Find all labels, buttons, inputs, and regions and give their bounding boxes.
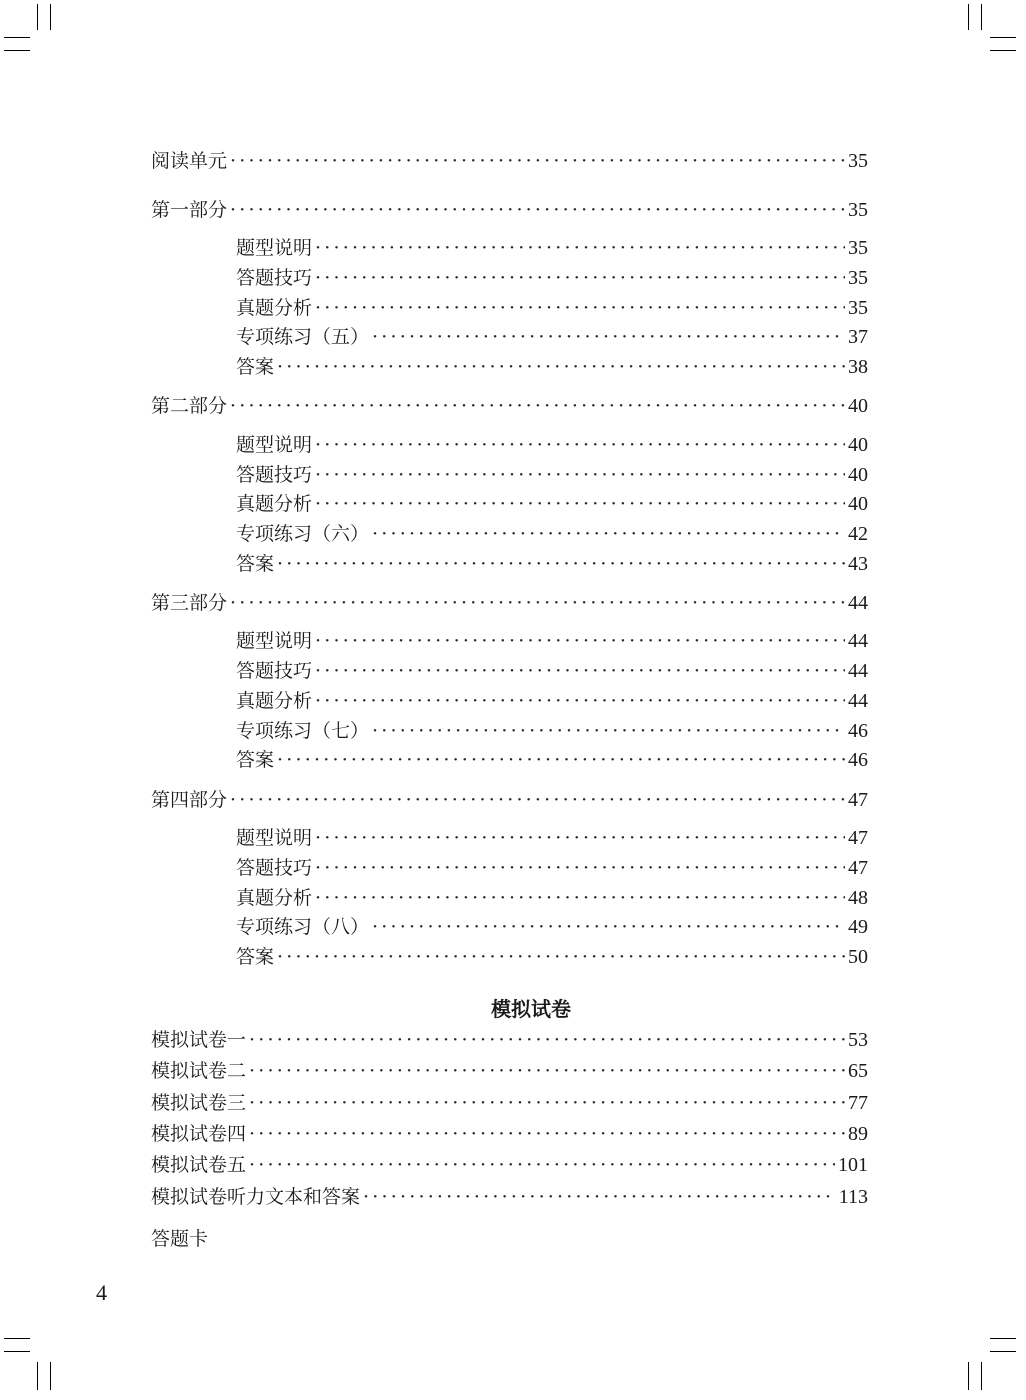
crop-mark	[50, 1362, 51, 1390]
toc-mock-entry[interactable]	[151, 1088, 868, 1118]
toc-entry-title: 专项练习（七）	[236, 720, 370, 742]
toc-entry-page: 40	[848, 434, 868, 456]
toc-part-entry[interactable]	[151, 195, 868, 225]
dot-leader	[315, 853, 845, 883]
dot-leader	[249, 1150, 835, 1180]
dot-leader	[230, 391, 845, 421]
toc-entry-page: 44	[848, 592, 868, 614]
toc-entry-page: 40	[848, 464, 868, 486]
dot-leader	[315, 626, 845, 656]
dot-leader	[230, 588, 845, 618]
toc-entry-title: 答案	[236, 356, 275, 378]
dot-leader	[315, 823, 845, 853]
toc-entry-page: 35	[848, 150, 868, 172]
toc-entry-page: 47	[848, 827, 868, 849]
dot-leader	[315, 430, 845, 460]
toc-sub-entry[interactable]	[236, 489, 868, 519]
toc-entry-page: 49	[848, 916, 868, 938]
dot-leader	[372, 912, 845, 942]
toc-entry-page: 65	[848, 1060, 868, 1082]
toc-entry-title: 真题分析	[236, 297, 313, 319]
toc-entry-title: 答题技巧	[236, 660, 313, 682]
toc-entry-page: 40	[848, 493, 868, 515]
toc-entry-page: 43	[848, 553, 868, 575]
toc-sub-entry[interactable]	[236, 626, 868, 656]
toc-entry-page: 35	[848, 237, 868, 259]
toc-entry-title: 专项练习（八）	[236, 916, 370, 938]
crop-mark	[981, 4, 982, 30]
dot-leader	[249, 1025, 845, 1055]
toc-entry-page: 38	[848, 356, 868, 378]
dot-leader	[277, 942, 845, 972]
page-number: 4	[96, 1280, 107, 1305]
toc-entry-title: 答案	[236, 553, 275, 575]
toc-entry-title: 模拟试卷听力文本和答案	[151, 1186, 361, 1208]
dot-leader	[249, 1056, 845, 1086]
dot-leader	[249, 1119, 845, 1149]
toc-part-entry[interactable]	[151, 785, 868, 815]
toc-entry-title: 模拟试卷二	[151, 1060, 247, 1082]
toc-entry-page: 44	[848, 690, 868, 712]
toc-sub-entry[interactable]	[236, 293, 868, 323]
toc-entry-title: 模拟试卷三	[151, 1092, 247, 1114]
toc-entry-title: 阅读单元	[151, 150, 228, 172]
dot-leader	[230, 146, 845, 176]
toc-entry-title: 答案	[236, 749, 275, 771]
toc-entry-page: 101	[838, 1154, 868, 1176]
toc-unit-entry[interactable]	[151, 146, 868, 176]
dot-leader	[315, 656, 845, 686]
crop-mark	[990, 1351, 1016, 1352]
toc-entry-page: 89	[848, 1123, 868, 1145]
dot-leader	[315, 883, 845, 913]
toc-entry-page: 37	[848, 326, 868, 348]
dot-leader	[249, 1088, 845, 1118]
crop-mark	[37, 4, 38, 30]
section-heading: 模拟试卷	[491, 997, 571, 1021]
toc-entry-page: 46	[848, 720, 868, 742]
toc-entry-title: 模拟试卷一	[151, 1029, 247, 1051]
toc-entry-title: 题型说明	[236, 434, 313, 456]
toc-entry-title: 第四部分	[151, 789, 228, 811]
toc-entry-title: 真题分析	[236, 493, 313, 515]
toc-entry-title: 第二部分	[151, 395, 228, 417]
toc-sub-entry[interactable]	[236, 912, 868, 942]
dot-leader	[315, 489, 845, 519]
crop-mark	[981, 1362, 982, 1390]
dot-leader	[277, 745, 845, 775]
toc-entry-page: 44	[848, 630, 868, 652]
toc-sub-entry[interactable]	[236, 430, 868, 460]
toc-sub-entry[interactable]	[236, 716, 868, 746]
toc-sub-entry[interactable]	[236, 656, 868, 686]
toc-entry-title: 答案	[236, 946, 275, 968]
toc-entry-title: 模拟试卷五	[151, 1154, 247, 1176]
dot-leader	[372, 322, 845, 352]
toc-mock-entry[interactable]	[151, 1056, 868, 1086]
answer-card-entry[interactable]: 答题卡	[151, 1228, 209, 1250]
toc-part-entry[interactable]	[151, 391, 868, 421]
toc-entry-page: 46	[848, 749, 868, 771]
dot-leader	[277, 549, 845, 579]
toc-entry-title: 真题分析	[236, 887, 313, 909]
crop-mark	[4, 37, 30, 38]
crop-mark	[37, 1362, 38, 1390]
crop-mark	[990, 1338, 1016, 1339]
dot-leader	[315, 263, 845, 293]
toc-entry-title: 答题技巧	[236, 267, 313, 289]
dot-leader	[372, 519, 845, 549]
dot-leader	[315, 233, 845, 263]
toc-sub-entry[interactable]	[236, 519, 868, 549]
toc-entry-page: 35	[848, 297, 868, 319]
crop-mark	[4, 1351, 30, 1352]
toc-mock-entry[interactable]	[151, 1150, 868, 1180]
crop-mark	[990, 50, 1016, 51]
toc-entry-title: 专项练习（五）	[236, 326, 370, 348]
toc-entry-page: 35	[848, 267, 868, 289]
toc-sub-entry[interactable]	[236, 549, 868, 579]
toc-sub-entry[interactable]	[236, 352, 868, 382]
crop-mark	[990, 37, 1016, 38]
toc-entry-title: 答题技巧	[236, 464, 313, 486]
toc-entry-title: 第三部分	[151, 592, 228, 614]
dot-leader	[372, 716, 845, 746]
crop-mark	[968, 1362, 969, 1390]
dot-leader	[363, 1182, 836, 1212]
crop-mark	[50, 4, 51, 30]
toc-entry-title: 第一部分	[151, 199, 228, 221]
toc-entry-title: 题型说明	[236, 827, 313, 849]
toc-entry-page: 40	[848, 395, 868, 417]
toc-sub-entry[interactable]	[236, 233, 868, 263]
toc-entry-page: 42	[848, 523, 868, 545]
dot-leader	[315, 460, 845, 490]
toc-sub-entry[interactable]	[236, 322, 868, 352]
toc-entry-title: 专项练习（六）	[236, 523, 370, 545]
toc-sub-entry[interactable]	[236, 823, 868, 853]
crop-mark	[968, 4, 969, 30]
dot-leader	[277, 352, 845, 382]
crop-mark	[4, 1338, 30, 1339]
toc-mock-entry[interactable]	[151, 1119, 868, 1149]
toc-sub-entry[interactable]	[236, 942, 868, 972]
dot-leader	[230, 195, 845, 225]
toc-entry-page: 50	[848, 946, 868, 968]
dot-leader	[315, 293, 845, 323]
toc-entry-page: 44	[848, 660, 868, 682]
toc-entry-page: 35	[848, 199, 868, 221]
toc-mock-entry[interactable]	[151, 1182, 868, 1212]
toc-mock-entry[interactable]	[151, 1025, 868, 1055]
toc-sub-entry[interactable]	[236, 263, 868, 293]
crop-mark	[4, 50, 30, 51]
toc-entry-page: 47	[848, 857, 868, 879]
dot-leader	[315, 686, 845, 716]
toc-sub-entry[interactable]	[236, 460, 868, 490]
toc-entry-page: 113	[838, 1186, 868, 1208]
toc-sub-entry[interactable]	[236, 883, 868, 913]
toc-entry-title: 题型说明	[236, 630, 313, 652]
toc-sub-entry[interactable]	[236, 745, 868, 775]
toc-entry-page: 77	[848, 1092, 868, 1114]
toc-sub-entry[interactable]	[236, 853, 868, 883]
toc-entry-page: 48	[848, 887, 868, 909]
toc-entry-title: 真题分析	[236, 690, 313, 712]
dot-leader	[230, 785, 845, 815]
toc-entry-page: 53	[848, 1029, 868, 1051]
toc-entry-title: 答题技巧	[236, 857, 313, 879]
toc-part-entry[interactable]	[151, 588, 868, 618]
toc-entry-title: 题型说明	[236, 237, 313, 259]
toc-entry-page: 47	[848, 789, 868, 811]
toc-entry-title: 模拟试卷四	[151, 1123, 247, 1145]
toc-sub-entry[interactable]	[236, 686, 868, 716]
